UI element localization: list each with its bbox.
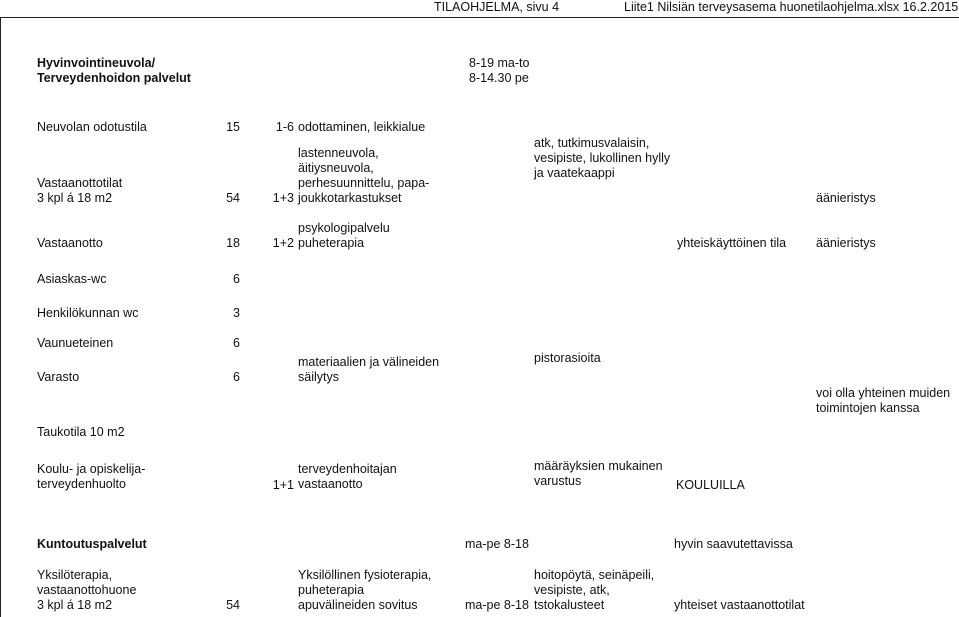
room-persons: 1+3: [272, 191, 294, 205]
room-area: 54: [226, 191, 240, 205]
room-area: 3: [233, 306, 240, 320]
room-use: terveydenhoitajan vastaanotto: [298, 462, 397, 491]
room-area: 54: [226, 598, 240, 612]
room-use: psykologipalvelu puheterapia: [298, 221, 390, 250]
file-name: Liite1 Nilsiän terveysasema huonetilaohjelma.xlsx 16.2.2015: [624, 0, 959, 14]
room-name: Asiaskas-wc: [37, 272, 107, 286]
room-name: Varasto: [37, 370, 80, 384]
room-equipment: atk, tutkimusvalaisin, vesipiste, lukollinen hylly ja vaatekaappi: [534, 136, 671, 180]
room-name: Neuvolan odotustila: [37, 120, 147, 134]
document-title: TILAOHJELMA, sivu 4: [434, 0, 560, 14]
room-use: odottaminen, leikkialue: [298, 120, 426, 134]
room-equipment: pistorasioita: [534, 351, 601, 365]
room-notes: voi olla yhteinen muiden toimintojen kanssa: [816, 386, 951, 415]
unit-heading: Hyvinvointineuvola/ Terveydenhoidon palvelut: [37, 56, 191, 85]
section-hours: ma-pe 8-18: [465, 537, 529, 551]
room-hours: ma-pe 8-18: [465, 598, 529, 612]
room-name: Henkilökunnan wc: [37, 306, 139, 320]
room-use: lastenneuvola, äitiysneuvola, perhesuunnittelu, papa- joukkotarkastukset: [298, 146, 430, 205]
room-shared-use: yhteiskäyttöinen tila: [677, 236, 787, 250]
room-area: 6: [233, 370, 240, 384]
room-use: materiaalien ja välineiden säilytys: [298, 355, 440, 384]
opening-hours: 8-19 ma-to 8-14.30 pe: [469, 56, 530, 85]
room-name: Yksilöterapia, vastaanottohuone 3 kpl á 18 m2: [37, 568, 137, 612]
room-persons: 1-6: [275, 120, 294, 134]
room-shared-use: KOULUILLA: [676, 478, 745, 492]
room-persons: 1+1: [272, 478, 294, 492]
room-name: Taukotila 10 m2: [37, 425, 125, 439]
page-header: [0, 0, 959, 17]
room-equipment: määräyksien mukainen varustus: [534, 459, 663, 488]
room-notes: äänieristys: [816, 191, 876, 205]
room-use: Yksilöllinen fysioterapia, puheterapia apuvälineiden sovitus: [298, 568, 432, 612]
spreadsheet-page: [0, 17, 959, 617]
room-name: Koulu- ja opiskelija- terveydenhuolto: [37, 462, 146, 491]
room-area: 6: [233, 336, 240, 350]
room-area: 15: [226, 120, 240, 134]
room-area: 6: [233, 272, 240, 286]
room-notes: äänieristys: [816, 236, 876, 250]
room-name: Vastaanottotilat 3 kpl á 18 m2: [37, 176, 123, 205]
room-equipment: hoitopöytä, seinäpeili, vesipiste, atk, tstokalusteet: [534, 568, 655, 612]
room-area: 18: [226, 236, 240, 250]
section-note: hyvin saavutettavissa: [674, 537, 793, 551]
room-name: Vaunueteinen: [37, 336, 114, 350]
room-name: Vastaanotto: [37, 236, 103, 250]
section-heading: Kuntoutuspalvelut: [37, 537, 147, 551]
room-persons: 1+2: [272, 236, 294, 250]
room-shared-use: yhteiset vastaanottotilat: [674, 598, 805, 612]
